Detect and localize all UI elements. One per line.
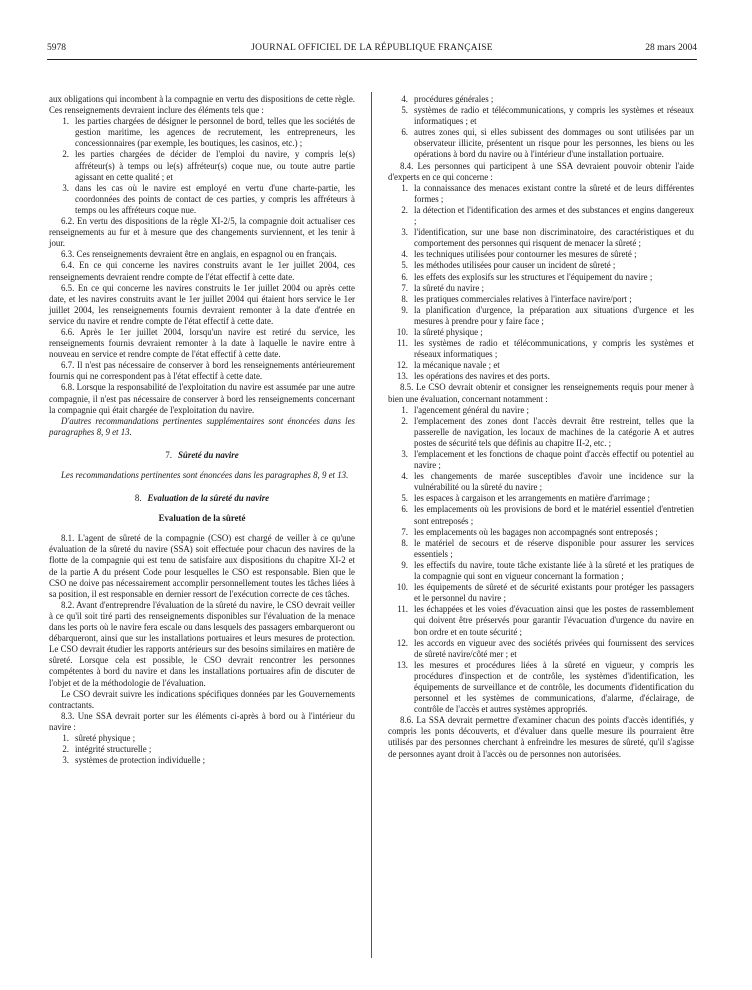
list-item: 11. les systèmes de radio et télécommunications, y compris les systèmes et réseaux informatiques ; (397, 338, 694, 360)
list-item: 1. sûreté physique ; (62, 732, 136, 743)
list-item: 4. procédures générales ; (401, 94, 494, 104)
list-8-4 (388, 183, 694, 383)
list-item: 6. les effets des explosifs sur les structures et l'équipement du navire ; (401, 271, 653, 282)
paragraph-8-5: 8.5. Le CSO devrait obtenir et consigner les renseignements requis pour mener à bien une évaluation, concernant notamment : (388, 382, 694, 404)
column-divider (371, 92, 372, 958)
list-item: 2. les parties chargées de décider de l'emploi du navire, y compris le(s) affréteur(s) à temps ou le(s) affréteur(s) coque nue, ou toute autre partie agissant en cette qualité ; et (62, 149, 355, 182)
list-8-3-continued (388, 94, 694, 161)
intro-paragraph: aux obligations qui incombent à la compagnie en vertu des dispositions de cette règle. Ces renseignements devraient inclure des éléments tels que : (49, 94, 355, 116)
header-rule (47, 59, 697, 60)
list-item: 1. la connaissance des menaces existant contre la sûreté et de leurs différentes formes ; (401, 182, 694, 204)
list-item: 2. l'emplacement des zones dont l'accès devrait être restreint, telles que la passerelle de navigation, les locaux de machines de la catégorie A et autres postes de sécurité tels que définis au chapitre II-2, etc. ; (401, 415, 694, 448)
list-item: 3. systèmes de protection individuelle ; (62, 755, 206, 766)
list-item: 10. la sûreté physique ; (396, 326, 483, 337)
list-item: 12. les accords en vigueur avec des sociétés privées qui fournissent des services de sûreté navire/côté mer ; et (396, 637, 694, 659)
section-7-heading: 7. Sûreté du navire (165, 449, 239, 460)
paragraph-8-3: 8.3. Une SSA devrait porter sur les éléments ci-après à bord ou à l'intérieur du navire : (49, 710, 355, 732)
paragraph-8-6: 8.6. La SSA devrait permettre d'examiner chacun des points d'accès identifiés, y compris les ponts découverts, et d'évaluer dans quelle mesure ils pourraient être utilisés par des personnes cherchant à enfreindre les mesures de sûreté, qu'il s'agisse de personnes ayant droit à l'accès ou de personnes non autorisées. (388, 715, 694, 759)
paragraph-8-2: 8.2. Avant d'entreprendre l'évaluation de la sûreté du navire, le CSO devrait veiller à ce qu'il soit tiré parti des renseignements disponibles sur l'évaluation de la menace dans les ports où le navire fera escale ou dans lesquels des passagers embarqueront ou débarqueront, ainsi que sur les installations portuaires et leurs mesures de protection. Le CSO devrait étudier les rapports antérieurs sur des besoins similaires en matière de sûreté. Lorsque cela est possible, le CSO devrait rencontrer les personnes compétentes à bord du navire et dans les installations portuaires afin de discuter de l'objet et de la méthodologie de l'évaluation. (49, 599, 355, 688)
subsection-heading: Evaluation de la sûreté (158, 513, 246, 524)
list-8-5 (388, 405, 694, 716)
section-8-heading: 8. Evaluation de la sûreté du navire (134, 493, 270, 504)
paragraph-6-7: 6.7. Il n'est pas nécessaire de conserver à bord les renseignements antérieurement fournis qui ne correspondent pas à l'état effectif à cette date. (49, 360, 355, 382)
list-item: 7. la sûreté du navire ; (401, 282, 484, 293)
list-item: 4. les techniques utilisées pour contourner les mesures de sûreté ; (401, 249, 637, 260)
paragraph-8-1: 8.1. L'agent de sûreté de la compagnie (CSO) est chargé de veiller à ce qu'une évaluation de la sûreté du navire (SSA) soit effectuée pour chacun des navires de la flotte de la compagnie qui est tenu de satisfaire aux dispositions du chapitre XI-2 et de la partie A du présent Code pour lesquelles le CSO est responsable. Bien que le CSO ne doive pas nécessairement accomplir personnellement toutes les tâches liées à sa position, il est responsable en dernier ressort de l'exécution correcte de ces tâches. (49, 533, 355, 599)
list-item: 13. les opérations des navires et des ports. (396, 371, 550, 382)
list-item: 5. systèmes de radio et télécommunications, y compris les systèmes et réseaux informatiques ; et (401, 105, 694, 127)
list-item: 1. les parties chargées de désigner le personnel de bord, telles que les sociétés de gestion maritime, les agences de recrutement, les entrepreneurs, les concessionnaires (par exemple, les boutiques, les casinos, etc.) ; (62, 116, 355, 149)
list-item: 6. les emplacements où les provisions de bord et le matériel essentiel d'entretien sont entreposés ; (401, 504, 694, 526)
issue-date: 28 mars 2004 (645, 43, 697, 53)
paragraph-6-2: 6.2. En vertu des dispositions de la règle XI-2/5, la compagnie doit actualiser ces renseignements au fur et à mesure que des changements surviennent, et les tenir à jour. (49, 216, 355, 249)
section-7-text: Les recommandations pertinentes sont énoncées dans les paragraphes 8, 9 et 13. (61, 470, 349, 480)
paragraph-6-3: 6.3. Ces renseignements devraient être en anglais, en espagnol ou en français. (61, 249, 337, 260)
list-item: 3. dans les cas où le navire est employé en vertu d'une charte-partie, les coordonnées des points de contact de ces parties, y compris les affréteurs à temps ou les affréteurs coque nue. (62, 182, 355, 215)
paragraph-6-4: 6.4. En ce qui concerne les navires construits avant le 1er juillet 2004, ces renseignements devraient rendre compte de l'état effectif à cette date. (49, 260, 355, 282)
intro-list (49, 116, 355, 216)
left-column (49, 94, 355, 766)
paragraph-6-5: 6.5. En ce qui concerne les navires construits le 1er juillet 2004 ou après cette date, et les navires construits avant le 1er juillet 2004 qui étaient hors service le 1er juillet 2004, les renseignements fournis devraient remonter à la date d'entrée en service du navire et rendre compte de l'état effectif à cette date. (49, 282, 355, 326)
list-item: 5. les espaces à cargaison et les arrangements en matière d'arrimage ; (401, 493, 651, 504)
list-item: 3. l'emplacement et les fonctions de chaque point d'accès effectif ou potentiel au navire ; (401, 449, 694, 471)
journal-title: JOURNAL OFFICIEL DE LA RÉPUBLIQUE FRANÇAISE (251, 43, 493, 53)
paragraph-8-2b: Le CSO devrait suivre les indications spécifiques données par les Gouvernements contractants. (49, 688, 355, 710)
right-column (388, 94, 694, 760)
list-item: 10. les équipements de sûreté et de sécurité existants pour protéger les passagers et le personnel du navire ; (396, 582, 694, 604)
list-item: 7. les emplacements où les bagages non accompagnés sont entreposés ; (401, 526, 658, 537)
list-item: 3. l'identification, sur une base non discriminatoire, des caractéristiques et du comportement des personnes qui risquent de menacer la sûreté ; (401, 227, 694, 249)
paragraph-6-8: 6.8. Lorsque la responsabilité de l'exploitation du navire est assumée par une autre compagnie, il n'est pas nécessaire de conserver à bord les renseignements concernant la compagnie qui était chargée de l'exploitation du navire. (49, 382, 355, 415)
list-item: 4. les changements de marée susceptibles d'avoir une incidence sur la vulnérabilité ou la sûreté du navire ; (401, 471, 694, 493)
list-item: 1. l'agencement général du navire ; (401, 404, 529, 415)
paragraph-8-4: 8.4. Les personnes qui participent à une SSA devraient pouvoir obtenir l'aide d'experts en ce qui concerne : (388, 160, 694, 182)
list-item: 9. la planification d'urgence, la préparation aux situations d'urgence et les mesures à prendre pour y faire face ; (401, 304, 694, 326)
list-item: 11. les échappées et les voies d'évacuation ainsi que les postes de rassemblement qui doivent être préservés pour garantir l'évacuation d'urgence du navire en bon ordre et en toute sécurité ; (397, 604, 694, 637)
list-item: 8. les pratiques commerciales relatives à l'interface navire/port ; (401, 293, 632, 304)
page-header (47, 43, 697, 57)
page-number: 5978 (47, 43, 66, 53)
list-item: 5. les méthodes utilisées pour causer un incident de sûreté ; (401, 260, 616, 271)
note-paragraph-6: D'autres recommandations pertinentes supplémentaires sont énoncées dans les paragraphes 8, 9 et 13. (49, 415, 355, 437)
list-item: 2. intégrité structurelle ; (62, 744, 152, 755)
paragraph-6-6: 6.6. Après le 1er juillet 2004, lorsqu'un navire est retiré du service, les renseignements fournis devraient remonter à la date à laquelle le navire entre à nouveau en service et rendre compte de l'état effectif à cette date. (49, 326, 355, 360)
list-item: 2. la détection et l'identification des armes et des substances et engins dangereux ; (401, 204, 694, 227)
list-item: 9. les effectifs du navire, toute tâche existante liée à la sûreté et les pratiques de la compagnie qui sont en vigueur concernant la formation ; (401, 559, 694, 582)
list-item: 8. le matériel de secours et de réserve disponible pour assurer les services essentiels ; (401, 537, 694, 559)
list-item: 6. autres zones qui, si elles subissent des dommages ou sont utilisées par un observateur illicite, présentent un risque pour les personnes, les biens ou les opérations à bord du navire ou à l'intérieur d'une installation portuaire. (401, 127, 694, 160)
list-item: 12. la mécanique navale ; et (396, 360, 500, 371)
list-8-3 (49, 733, 355, 766)
list-item: 13. les mesures et procédures liées à la sûreté en vigueur, y compris les procédures d'inspection et de contrôle, les systèmes d'identification, les équipements de surveillance et de contrôle, les documents d'identification du personnel et les systèmes de communications, d'alarme, d'éclairage, de contrôle de l'accès et autres systèmes appropriés. (396, 659, 694, 715)
